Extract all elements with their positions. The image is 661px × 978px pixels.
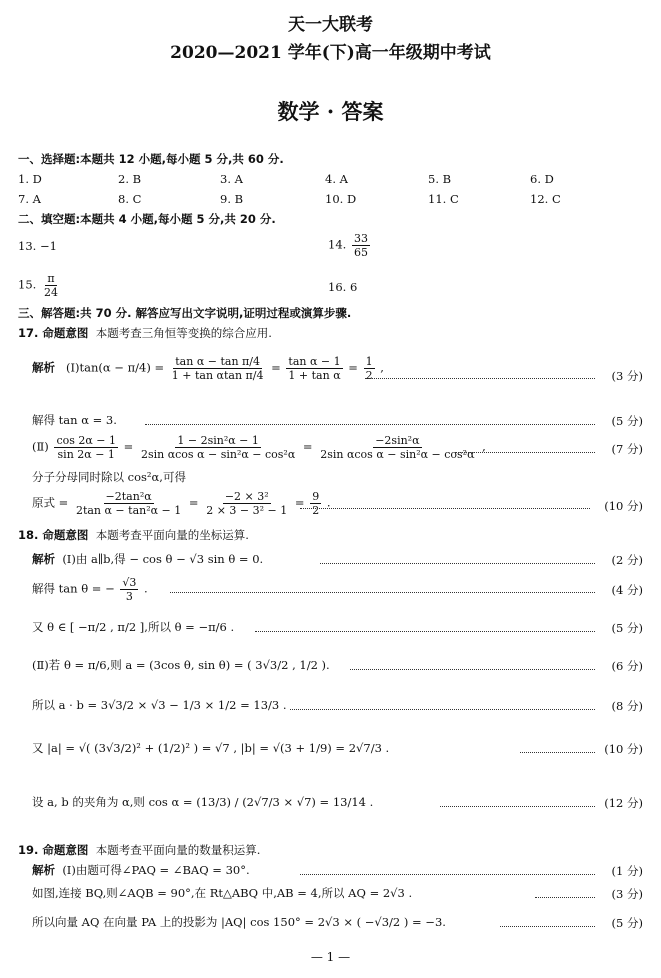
q17-dots3 <box>455 452 595 453</box>
q19-score3: (5 分) <box>611 916 643 930</box>
mc-answer: 12. C <box>530 192 561 206</box>
q19-score2: (3 分) <box>611 887 643 901</box>
q17-line4: 分子分母同时除以 cos²α,可得 <box>32 470 186 484</box>
q18-score1: (2 分) <box>611 553 643 567</box>
q18-line2: 解得 tan θ = − $\frac{√3}{3}$ . <box>32 576 148 603</box>
q19-line2: 如图,连接 BQ,则∠AQB = 90°,在 Rt△ABQ 中,AB = 4,所以 AQ = 2√3 . <box>32 886 413 900</box>
q17-score5: (10 分) <box>604 499 643 513</box>
mc-answer: 5. B <box>428 172 452 186</box>
q18-line3: 又 θ ∈ [ −π/2 , π/2 ],所以 θ = −π/6 . <box>32 620 235 634</box>
mc-answer: 10. D <box>325 192 357 206</box>
q18-score5: (8 分) <box>611 699 643 713</box>
q17-line3: (Ⅱ) $\frac{\cos 2\alpha - 1}{\sin 2\alpha - 1}$ = $\frac{\text{1 − 2sin²α − 1}}{\text{2sin αcos α − sin²α − cos²α}}$ = $\frac{\text{−2sin²α}}{\text{2sin αcos α − sin²α − cos²α}}$ , <box>32 434 486 461</box>
q18-dots1 <box>320 563 595 564</box>
q18-score7: (12 分) <box>604 796 643 810</box>
q18-line5: 所以 a · b = 3√3/2 × √3 − 1/3 × 1/2 = 13/3 . <box>32 698 287 712</box>
q19-line3: 所以向量 AQ 在向量 PA 上的投影为 |AQ| cos 150° = 2√3 × ( −√3/2 ) = −3. <box>32 915 446 929</box>
section1-title: 一、选择题:本题共 12 小题,每小题 5 分,共 60 分. <box>18 152 284 166</box>
q17-line1: 解析 (Ⅰ)tan(α − π/4) = $\frac{\text{tan α − tan π/4}}{\text{1 + tan αtan π/4}}$ = $\frac{\text{tan α − 1}}{\text{1 + tan α}}$ = $\frac{1}{2}$ , <box>32 355 384 382</box>
q18-line7: 设 a, b 的夹角为 α,则 cos α = (13/3) / (2√7/3 × √7) = 13/14 . <box>32 795 374 809</box>
q18-dots3 <box>255 631 595 632</box>
mc-answer: 2. B <box>118 172 142 186</box>
q18-dots6 <box>520 752 595 753</box>
mc-answer: 6. D <box>530 172 554 186</box>
q18-intent: 18. 命题意图 本题考查平面向量的坐标运算. <box>18 528 249 542</box>
answer-15: 15. $\frac{\pi}{24}$ <box>18 272 58 299</box>
mc-answer: 11. C <box>428 192 459 206</box>
q17-dots5 <box>300 508 590 509</box>
q17-score2: (5 分) <box>611 414 643 428</box>
exam-title: 2020—2021 学年(下)高一年级期中考试 <box>170 43 491 63</box>
q17-score3: (7 分) <box>611 442 643 456</box>
q18-score4: (6 分) <box>611 659 643 673</box>
mc-answer: 4. A <box>325 172 348 186</box>
q18-line4: (Ⅱ)若 θ = π/6,则 a = (3cos θ, sin θ) = ( 3√3/2 , 1/2 ). <box>32 658 330 672</box>
q17-dots2 <box>145 424 595 425</box>
org-title: 天一大联考 <box>288 15 373 35</box>
mc-answer: 3. A <box>220 172 243 186</box>
answer-14: 14. $\frac{33}{65}$ <box>328 232 368 259</box>
q18-score6: (10 分) <box>604 742 643 756</box>
section2-title: 二、填空题:本题共 4 小题,每小题 5 分,共 20 分. <box>18 212 276 226</box>
q17-intent: 17. 命题意图 本题考查三角恒等变换的综合应用. <box>18 326 272 340</box>
page-number: — 1 — <box>310 950 351 964</box>
q18-dots7 <box>440 806 595 807</box>
q17-line5: 原式 = $\frac{\text{−2tan²α}}{\text{2tan α − tan²α − 1}}$ = $\frac{\text{−2 × 3²}}{\text{2 × 3 − 3² − 1}}$ = $\frac{9}{2}$ . <box>32 490 331 517</box>
q17-dots1 <box>365 378 595 379</box>
q18-score2: (4 分) <box>611 583 643 597</box>
q19-score1: (1 分) <box>611 864 643 878</box>
q17-line2: 解得 tan α = 3. <box>32 413 117 427</box>
q18-line1: 解析 (Ⅰ)由 a∥b,得 − cos θ − √3 sin θ = 0. <box>32 552 264 566</box>
q18-dots5 <box>290 709 595 710</box>
mc-answer: 8. C <box>118 192 142 206</box>
q19-dots1 <box>300 874 595 875</box>
q18-dots2 <box>170 592 595 593</box>
q17-score1: (3 分) <box>611 369 643 383</box>
q19-dots3 <box>500 926 595 927</box>
subject-title: 数学 · 答案 <box>277 99 384 124</box>
q18-line6: 又 |a| = √( (3√3/2)² + (1/2)² ) = √7 , |b| = √(3 + 1/9) = 2√7/3 . <box>32 741 390 755</box>
answer-16: 16. 6 <box>328 280 358 294</box>
q19-intent: 19. 命题意图 本题考查平面向量的数量积运算. <box>18 843 261 857</box>
section3-title: 三、解答题:共 70 分. 解答应写出文字说明,证明过程或演算步骤. <box>18 306 352 320</box>
mc-answer: 9. B <box>220 192 244 206</box>
mc-answer: 1. D <box>18 172 42 186</box>
q18-score3: (5 分) <box>611 621 643 635</box>
answer-13: 13. −1 <box>18 239 57 253</box>
q18-dots4 <box>350 669 595 670</box>
mc-answer: 7. A <box>18 192 41 206</box>
q19-dots2 <box>535 897 595 898</box>
q19-line1: 解析 (Ⅰ)由题可得∠PAQ = ∠BAQ = 30°. <box>32 863 250 877</box>
